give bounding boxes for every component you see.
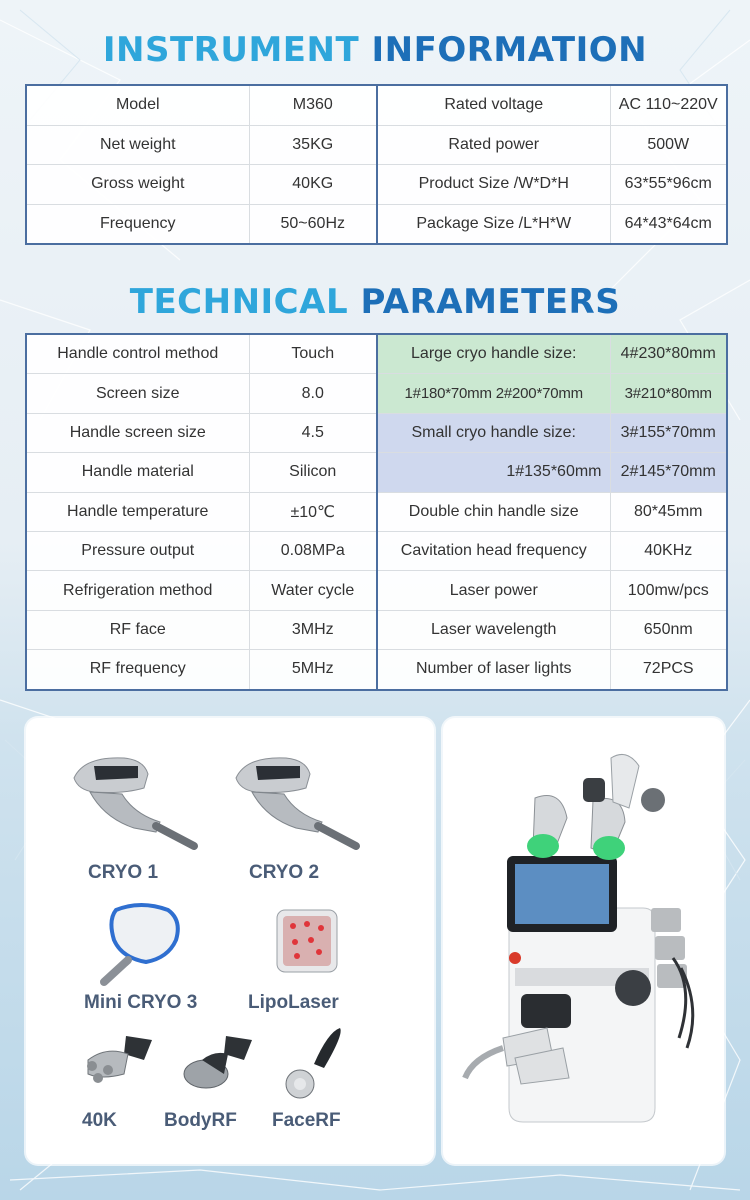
spec-value: 63*55*96cm [610,165,727,205]
cavitation-40k-head-image [78,1030,158,1100]
spec-value: 3MHz [249,610,377,649]
large-cryo-label: Large cryo handle size: [377,334,610,374]
spec-key: Frequency [26,204,249,244]
table-row [26,334,727,374]
spec-key: Handle control method [26,334,249,374]
table-row [26,374,727,413]
title-word-information: INFORMATION [371,30,648,70]
spec-value: 4.5 [249,413,377,452]
spec-key: Net weight [26,125,249,165]
spec-key: Number of laser lights [377,650,610,690]
accessories-panel [26,718,434,1164]
spec-value: 100mw/pcs [610,571,727,610]
table-row [26,165,727,205]
table-row [26,204,727,244]
spec-value: 40KHz [610,531,727,570]
small-cryo-size-3: 3#155*70mm [610,413,727,452]
spec-key: Rated voltage [377,85,610,125]
spec-value: 650nm [610,610,727,649]
spec-value: 40KG [249,165,377,205]
large-cryo-size-2: 2#200*70mm [495,385,583,403]
cryo1-label: CRYO 1 [88,862,159,883]
facerf-head-image [278,1024,348,1104]
small-cryo-label: Small cryo handle size: [377,413,610,452]
spec-value: 5MHz [249,650,377,690]
spec-key: Gross weight [26,165,249,205]
cryo1-handle-image [64,748,204,858]
title-word-parameters: PARAMETERS [360,282,621,322]
table-row [26,125,727,165]
large-cryo-size-3: 3#210*80mm [610,374,727,413]
spec-key: Refrigeration method [26,571,249,610]
large-cryo-size-1: 1#180*70mm [404,385,492,403]
table-row [26,492,727,531]
spec-key: Double chin handle size [377,492,610,531]
technical-parameters-table [25,333,728,691]
spec-value: Touch [249,334,377,374]
large-cryo-sizes-1-2 [377,374,610,413]
spec-value: AC 110~220V [610,85,727,125]
table-row [26,85,727,125]
spec-key: Handle temperature [26,492,249,531]
spec-key: Pressure output [26,531,249,570]
mini-cryo3-handle-image [86,900,196,990]
table-row [26,571,727,610]
spec-value: Water cycle [249,571,377,610]
spec-value: Silicon [249,453,377,492]
cryo2-handle-image [226,748,366,858]
40k-label: 40K [82,1110,117,1131]
table-row [26,531,727,570]
spec-key: Handle material [26,453,249,492]
spec-key: Screen size [26,374,249,413]
title-word-technical: TECHNICAL [129,282,349,322]
instrument-information-title [0,30,750,70]
facerf-label: FaceRF [272,1110,341,1131]
spec-key: Rated power [377,125,610,165]
spec-key: Model [26,85,249,125]
spec-value: 72PCS [610,650,727,690]
machine-image [443,718,724,1164]
spec-value: 35KG [249,125,377,165]
spec-value: 500W [610,125,727,165]
spec-key: RF face [26,610,249,649]
lipolaser-pad-image [271,906,343,978]
cryo2-label: CRYO 2 [249,862,320,883]
lipolaser-label: LipoLaser [248,992,339,1013]
spec-value: 64*43*64cm [610,204,727,244]
spec-value: 50~60Hz [249,204,377,244]
bodyrf-head-image [178,1030,258,1100]
table-row [26,650,727,690]
spec-value: 8.0 [249,374,377,413]
table-row [26,413,727,452]
title-word-instrument: INSTRUMENT [102,30,360,70]
spec-value: 0.08MPa [249,531,377,570]
spec-key: Package Size /L*H*W [377,204,610,244]
spec-key: Handle screen size [26,413,249,452]
mini-cryo3-label: Mini CRYO 3 [84,992,198,1013]
spec-value: ±10℃ [249,492,377,531]
small-cryo-size-2: 2#145*70mm [610,453,727,492]
spec-value: 80*45mm [610,492,727,531]
table-row [26,453,727,492]
machine-photo-panel [443,718,724,1164]
spec-key: Laser power [377,571,610,610]
spec-key: RF frequency [26,650,249,690]
small-cryo-size-1: 1#135*60mm [377,453,610,492]
bodyrf-label: BodyRF [164,1110,237,1131]
spec-value: M360 [249,85,377,125]
technical-parameters-title [0,282,750,322]
spec-key: Laser wavelength [377,610,610,649]
large-cryo-size-4: 4#230*80mm [610,334,727,374]
spec-key: Product Size /W*D*H [377,165,610,205]
table-row [26,610,727,649]
instrument-information-table [25,84,728,245]
spec-key: Cavitation head frequency [377,531,610,570]
